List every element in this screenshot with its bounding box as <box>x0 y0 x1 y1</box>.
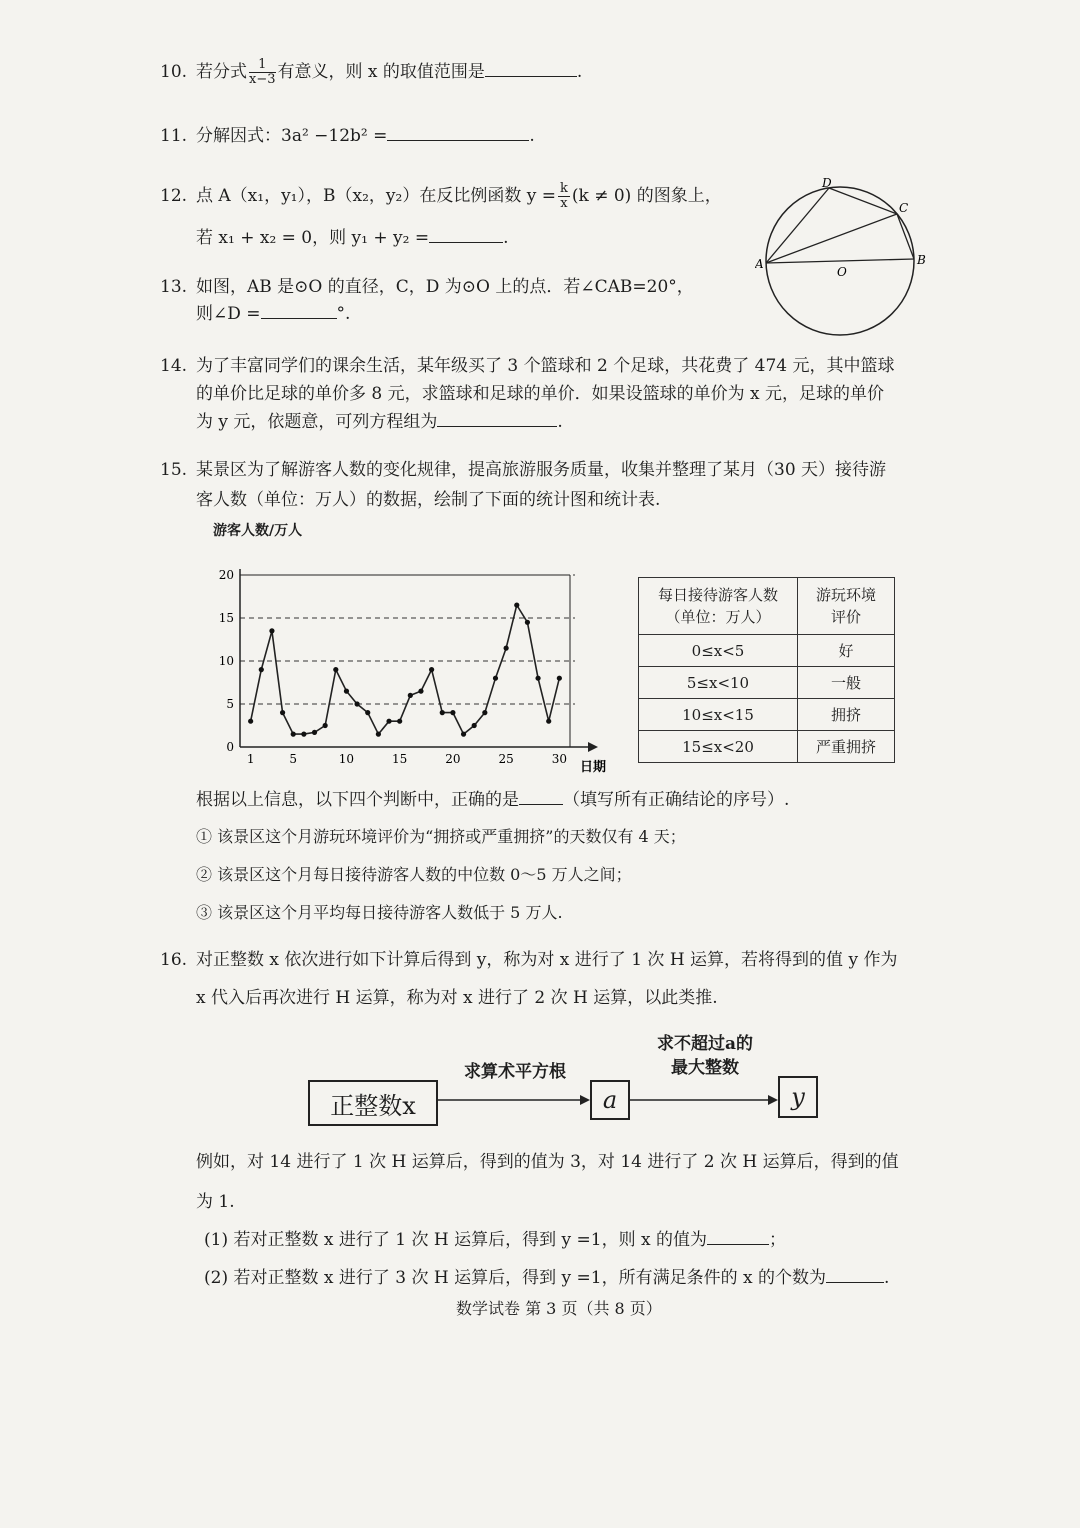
data-point <box>312 730 317 735</box>
punctuation: . <box>576 62 583 82</box>
data-point <box>344 689 349 694</box>
table-header-range <box>639 578 798 635</box>
question-number: 13. <box>160 277 188 297</box>
chart-axes <box>240 569 598 752</box>
x-tick-label: 30 <box>551 752 567 766</box>
answer-blank[interactable] <box>261 300 337 319</box>
fraction-numerator: 1 <box>249 58 276 73</box>
x-tick-label: 15 <box>392 752 408 766</box>
range-cell: 0≤x<5 <box>639 635 798 667</box>
question-text: 则∠D = <box>196 304 261 324</box>
answer-blank[interactable] <box>387 122 529 141</box>
arrow-head-2 <box>768 1095 778 1105</box>
chord-dc <box>829 188 897 214</box>
flow-box-y: y <box>778 1076 818 1118</box>
question-text: 某景区为了解游客人数的变化规律，提高旅游服务质量，收集并整理了某月（30 天）接待游 <box>196 460 887 480</box>
answer-blank[interactable] <box>429 224 503 243</box>
question-14-line3 <box>196 408 563 436</box>
data-point <box>397 719 402 724</box>
label-d: D <box>822 176 832 190</box>
question-text: 点 A（x₁，y₁），B（x₂，y₂）在反比例函数 y = <box>196 186 556 206</box>
x-tick-label: 25 <box>498 752 514 766</box>
page-footer: 数学试卷 第 3 页（共 8 页） <box>456 1299 662 1318</box>
chord-cb <box>897 214 914 259</box>
table-row <box>639 699 895 731</box>
question-text: 为了丰富同学们的课余生活，某年级买了 3 个篮球和 2 个足球，共花费了 474 元，其中篮球 <box>196 356 895 376</box>
x-tick-label: 1 <box>246 752 255 766</box>
question-number: 16. <box>160 950 188 970</box>
data-point <box>472 723 477 728</box>
punctuation: . <box>884 1268 890 1288</box>
x-tick-label: 20 <box>445 752 461 766</box>
data-point <box>323 723 328 728</box>
y-tick-label: 10 <box>218 654 234 668</box>
answer-blank[interactable] <box>519 786 563 805</box>
series-line <box>251 605 560 734</box>
y-tick-label: 5 <box>226 697 234 711</box>
data-point <box>248 719 253 724</box>
question-text: 有意义，则 x 的取值范围是 <box>277 62 485 82</box>
statement-1: ① 该景区这个月游玩环境评价为“拥挤或严重拥挤”的天数仅有 4 天； <box>196 827 686 846</box>
x-axis-arrow <box>588 742 598 752</box>
question-text: x 代入后再次进行 H 运算，称为对 x 进行了 2 次 H 运算，以此类推. <box>196 988 718 1008</box>
x-axis-label: 日期 <box>580 760 607 775</box>
x-tick-label: 10 <box>338 752 355 766</box>
header-text: 评价 <box>830 608 861 626</box>
question-16-example <box>196 1148 899 1176</box>
question-text: 为 1. <box>196 1192 235 1212</box>
question-text: 为 y 元，依题意，可列方程组为 <box>196 412 438 432</box>
range-cell: 10≤x<15 <box>639 699 798 731</box>
data-point <box>514 603 519 608</box>
fraction-denominator: x <box>560 196 568 211</box>
question-15 <box>160 456 886 484</box>
table-row <box>639 731 895 763</box>
series-points <box>248 603 562 737</box>
data-point <box>461 732 466 737</box>
table-header-eval <box>798 578 895 635</box>
punctuation: . <box>529 126 535 146</box>
question-text: (1) 若对正整数 x 进行了 1 次 H 运算后，得到 y =1，则 x 的值为 <box>204 1230 708 1250</box>
data-point <box>546 719 551 724</box>
table-row <box>639 667 895 699</box>
data-point <box>365 710 370 715</box>
diameter-ab <box>766 259 914 263</box>
statement-2: ② 该景区这个月每日接待游客人数的中位数 0～5 万人之间； <box>196 865 632 884</box>
data-point <box>493 676 498 681</box>
question-text: 分解因式：3a² −12b² = <box>196 126 388 146</box>
label-c: C <box>899 201 909 215</box>
eval-cell: 好 <box>798 635 895 667</box>
question-14-line2 <box>196 380 884 408</box>
question-12 <box>160 182 722 211</box>
eval-cell: 拥挤 <box>798 699 895 731</box>
question-16-part1 <box>204 1226 786 1254</box>
answer-blank[interactable] <box>826 1264 884 1283</box>
range-cell: 5≤x<10 <box>639 667 798 699</box>
data-point <box>418 689 423 694</box>
question-text: 如图，AB 是⊙O 的直径，C，D 为⊙O 上的点．若∠CAB=20°， <box>196 277 694 297</box>
question-16-part2 <box>204 1264 889 1292</box>
question-text: 根据以上信息，以下四个判断中，正确的是 <box>196 790 519 810</box>
chart-ticks <box>219 568 567 766</box>
label-o: O <box>837 265 847 279</box>
question-text: 的单价比足球的单价多 8 元，求篮球和足球的单价．如果设篮球的单价为 x 元，足球的单价 <box>196 384 885 404</box>
chart-title: 游客人数/万人 <box>213 523 303 539</box>
flow-box-input: 正整数x <box>308 1080 438 1126</box>
question-text: 若分式 <box>196 62 247 82</box>
data-point <box>525 620 530 625</box>
answer-blank[interactable] <box>707 1226 769 1245</box>
x-tick-label: 5 <box>289 752 298 766</box>
statement-3: ③ 该景区这个月平均每日接待游客人数低于 5 万人. <box>196 903 563 922</box>
question-text: (2) 若对正整数 x 进行了 3 次 H 运算后，得到 y =1，所有满足条件的 x 的个数为 <box>204 1268 827 1288</box>
question-10 <box>160 58 582 87</box>
question-text: 例如，对 14 进行了 1 次 H 运算后，得到的值为 3，对 14 进行了 2 次 H 运算后，得到的值 <box>196 1152 899 1172</box>
table-row <box>639 635 895 667</box>
eval-cell: 一般 <box>798 667 895 699</box>
question-number: 10. <box>160 62 188 82</box>
question-11 <box>160 122 535 150</box>
question-number: 14. <box>160 356 188 376</box>
eval-cell: 严重拥挤 <box>798 731 895 763</box>
question-text: (k ≠ 0) 的图象上， <box>571 186 722 206</box>
question-15-prompt <box>196 786 789 814</box>
chart-grid <box>240 575 575 704</box>
y-tick-label: 15 <box>218 611 234 625</box>
data-point <box>333 667 338 672</box>
data-point <box>291 732 296 737</box>
fraction-denominator: x−3 <box>249 72 276 87</box>
range-cell: 15≤x<20 <box>639 731 798 763</box>
fraction <box>249 58 276 87</box>
header-text: 游玩环境 <box>815 586 876 604</box>
question-number: 15. <box>160 460 188 480</box>
flow-box-a: a <box>590 1080 630 1120</box>
question-15-line2 <box>196 486 660 514</box>
fraction-numerator: k <box>559 181 568 196</box>
data-point <box>450 710 455 715</box>
answer-blank[interactable] <box>485 58 577 77</box>
evaluation-table <box>638 577 895 763</box>
question-14 <box>160 352 895 380</box>
data-point <box>301 732 306 737</box>
y-tick-label: 20 <box>218 568 234 582</box>
header-text: 每日接待游客人数 <box>657 586 778 604</box>
fraction <box>558 182 570 211</box>
data-point <box>376 732 381 737</box>
data-point <box>386 719 391 724</box>
y-tick-label: 0 <box>226 740 234 754</box>
answer-blank[interactable] <box>437 408 557 427</box>
chord-ac <box>766 214 897 263</box>
punctuation: . <box>557 412 563 432</box>
question-16 <box>160 946 897 974</box>
label-b: B <box>917 253 926 267</box>
data-point <box>440 710 445 715</box>
punctuation: ； <box>769 1230 787 1250</box>
question-text: 对正整数 x 依次进行如下计算后得到 y，称为对 x 进行了 1 次 H 运算，若将得到的值 y 作为 <box>196 950 898 970</box>
punctuation: . <box>503 228 509 248</box>
question-text: 客人数（单位：万人）的数据，绘制了下面的统计图和统计表. <box>196 490 661 510</box>
arrow-head-1 <box>580 1095 590 1105</box>
question-12-line2 <box>196 224 508 252</box>
question-16-example-line2 <box>196 1188 235 1216</box>
question-number: 12. <box>160 186 188 206</box>
question-13-line2 <box>196 300 350 328</box>
visitor-line-chart <box>205 560 615 775</box>
question-text: （填写所有正确结论的序号）. <box>563 790 790 810</box>
punctuation: °. <box>336 304 351 324</box>
question-text: 若 x₁ + x₂ = 0，则 y₁ + y₂ = <box>196 228 430 248</box>
data-point <box>429 667 434 672</box>
question-number: 11. <box>160 126 188 146</box>
data-point <box>408 693 413 698</box>
label-a: A <box>755 257 764 271</box>
data-point <box>280 710 285 715</box>
header-text: （单位：万人） <box>665 608 771 626</box>
data-point <box>557 676 562 681</box>
data-point <box>259 667 264 672</box>
data-point <box>535 676 540 681</box>
data-point <box>354 701 359 706</box>
table-header-row <box>639 578 895 635</box>
data-point <box>269 628 274 633</box>
flow-label-text: 最大整数 <box>671 1058 739 1078</box>
data-point <box>482 710 487 715</box>
flow-label-sqrt: 求算术平方根 <box>464 1062 566 1082</box>
question-16-line2 <box>196 984 718 1012</box>
flow-label-floor <box>630 1032 780 1080</box>
flow-label-text: 求不超过a的 <box>656 1034 753 1054</box>
question-13 <box>160 273 694 301</box>
data-point <box>504 646 509 651</box>
circle-figure <box>755 176 935 336</box>
